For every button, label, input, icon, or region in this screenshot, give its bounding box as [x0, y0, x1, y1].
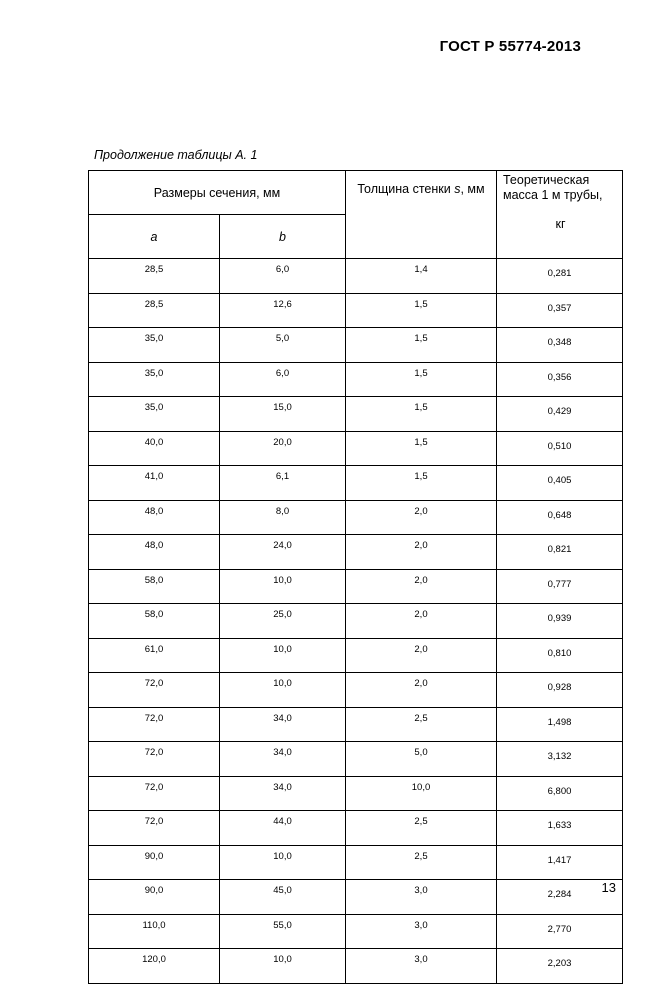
cell-b: 6,1 — [220, 466, 346, 501]
cell-mass: 2,770 — [497, 914, 623, 949]
cell-mass: 0,510 — [497, 431, 623, 466]
cell-a: 35,0 — [89, 328, 220, 363]
cell-b: 8,0 — [220, 500, 346, 535]
page-number: 13 — [601, 880, 616, 895]
cell-mass: 0,648 — [497, 500, 623, 535]
cell-b: 24,0 — [220, 535, 346, 570]
table-row — [89, 880, 623, 915]
cell-b: 10,0 — [220, 569, 346, 604]
mass-unit: кг — [555, 217, 566, 231]
thickness-label: Толщина стенки — [357, 182, 455, 196]
cell-a: 72,0 — [89, 707, 220, 742]
cell-mass: 0,356 — [497, 362, 623, 397]
cell-b: 10,0 — [220, 673, 346, 708]
table-row — [89, 293, 623, 328]
section-size-header: Размеры сечения, мм — [89, 171, 346, 215]
cell-thickness: 2,0 — [346, 535, 497, 570]
table-row — [89, 914, 623, 949]
cell-b: 34,0 — [220, 776, 346, 811]
cell-a: 72,0 — [89, 673, 220, 708]
pipe-dimensions-table — [88, 170, 623, 984]
cell-thickness: 2,0 — [346, 638, 497, 673]
cell-a: 28,5 — [89, 293, 220, 328]
cell-mass: 2,284 — [497, 880, 623, 915]
cell-a: 61,0 — [89, 638, 220, 673]
cell-thickness: 10,0 — [346, 776, 497, 811]
cell-a: 35,0 — [89, 362, 220, 397]
cell-mass: 0,405 — [497, 466, 623, 501]
table-row — [89, 466, 623, 501]
cell-a: 58,0 — [89, 569, 220, 604]
table-row — [89, 776, 623, 811]
thickness-unit: , мм — [460, 182, 485, 196]
cell-b: 10,0 — [220, 845, 346, 880]
cell-thickness: 2,0 — [346, 604, 497, 639]
cell-a: 48,0 — [89, 535, 220, 570]
cell-b: 10,0 — [220, 638, 346, 673]
cell-thickness: 3,0 — [346, 949, 497, 984]
table-row — [89, 707, 623, 742]
cell-thickness: 2,0 — [346, 500, 497, 535]
table-row — [89, 535, 623, 570]
cell-a: 110,0 — [89, 914, 220, 949]
cell-mass: 6,800 — [497, 776, 623, 811]
wall-thickness-header — [346, 171, 497, 259]
table-row — [89, 259, 623, 294]
cell-b: 15,0 — [220, 397, 346, 432]
cell-mass: 1,498 — [497, 707, 623, 742]
cell-mass: 1,417 — [497, 845, 623, 880]
cell-b: 6,0 — [220, 362, 346, 397]
table-row — [89, 500, 623, 535]
table-row — [89, 604, 623, 639]
cell-b: 55,0 — [220, 914, 346, 949]
cell-mass: 1,633 — [497, 811, 623, 846]
cell-thickness: 1,5 — [346, 362, 497, 397]
table-row — [89, 638, 623, 673]
col-b-header: b — [220, 215, 346, 259]
document-code: ГОСТ Р 55774-2013 — [439, 38, 581, 55]
thickness-symbol: s — [454, 182, 461, 196]
cell-thickness: 5,0 — [346, 742, 497, 777]
table-row — [89, 742, 623, 777]
cell-a: 41,0 — [89, 466, 220, 501]
cell-thickness: 1,5 — [346, 293, 497, 328]
cell-thickness: 1,5 — [346, 397, 497, 432]
cell-thickness: 2,0 — [346, 673, 497, 708]
table-row — [89, 362, 623, 397]
cell-b: 10,0 — [220, 949, 346, 984]
table-row — [89, 673, 623, 708]
cell-b: 6,0 — [220, 259, 346, 294]
cell-thickness: 2,0 — [346, 569, 497, 604]
cell-mass: 3,132 — [497, 742, 623, 777]
cell-a: 28,5 — [89, 259, 220, 294]
cell-a: 40,0 — [89, 431, 220, 466]
cell-b: 5,0 — [220, 328, 346, 363]
cell-thickness: 1,5 — [346, 431, 497, 466]
mass-header — [497, 171, 623, 259]
table-row — [89, 569, 623, 604]
table-row — [89, 431, 623, 466]
cell-mass: 0,281 — [497, 259, 623, 294]
cell-a: 35,0 — [89, 397, 220, 432]
cell-a: 72,0 — [89, 811, 220, 846]
cell-thickness: 3,0 — [346, 880, 497, 915]
cell-mass: 0,357 — [497, 293, 623, 328]
cell-b: 20,0 — [220, 431, 346, 466]
table-row — [89, 811, 623, 846]
cell-a: 48,0 — [89, 500, 220, 535]
cell-thickness: 2,5 — [346, 707, 497, 742]
cell-mass: 0,777 — [497, 569, 623, 604]
cell-thickness: 2,5 — [346, 811, 497, 846]
cell-thickness: 3,0 — [346, 914, 497, 949]
cell-mass: 0,810 — [497, 638, 623, 673]
cell-a: 58,0 — [89, 604, 220, 639]
cell-b: 45,0 — [220, 880, 346, 915]
cell-b: 12,6 — [220, 293, 346, 328]
cell-thickness: 1,5 — [346, 328, 497, 363]
cell-a: 90,0 — [89, 880, 220, 915]
cell-thickness: 1,4 — [346, 259, 497, 294]
cell-mass: 0,821 — [497, 535, 623, 570]
table-row — [89, 949, 623, 984]
cell-mass: 0,928 — [497, 673, 623, 708]
mass-label: Теоретическая масса 1 м трубы, — [503, 173, 603, 202]
cell-b: 34,0 — [220, 742, 346, 777]
table-row — [89, 328, 623, 363]
cell-a: 72,0 — [89, 742, 220, 777]
cell-b: 25,0 — [220, 604, 346, 639]
cell-b: 34,0 — [220, 707, 346, 742]
cell-a: 120,0 — [89, 949, 220, 984]
cell-a: 90,0 — [89, 845, 220, 880]
cell-thickness: 2,5 — [346, 845, 497, 880]
table-row — [89, 397, 623, 432]
cell-mass: 0,429 — [497, 397, 623, 432]
table-caption: Продолжение таблицы А. 1 — [94, 148, 258, 162]
cell-mass: 0,939 — [497, 604, 623, 639]
cell-thickness: 1,5 — [346, 466, 497, 501]
cell-a: 72,0 — [89, 776, 220, 811]
cell-mass: 2,203 — [497, 949, 623, 984]
table-row — [89, 845, 623, 880]
col-a-header: a — [89, 215, 220, 259]
cell-mass: 0,348 — [497, 328, 623, 363]
cell-b: 44,0 — [220, 811, 346, 846]
